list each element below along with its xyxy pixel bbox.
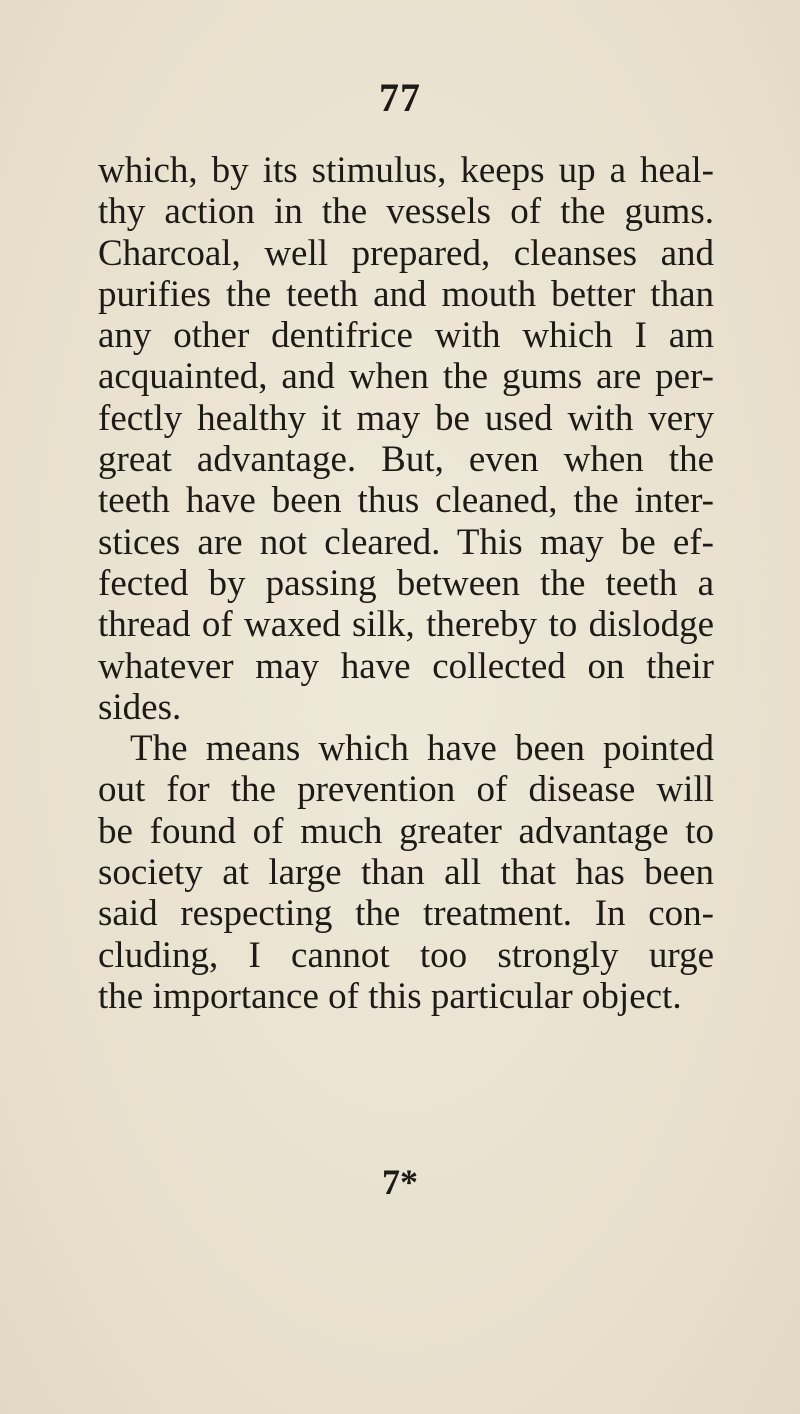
text-line: stices are not cleared. This may be ef- — [98, 521, 714, 563]
body-text — [98, 150, 714, 1017]
text-line: cluding, I cannot too strongly urge — [98, 934, 714, 976]
text-line: any other dentifrice with which I am — [98, 315, 714, 357]
text-line: whatever may have collected on their — [98, 645, 714, 687]
signature-mark: 7* — [382, 1162, 418, 1202]
text-line: The means which have been pointed — [130, 728, 714, 770]
text-line: fectly healthy it may be used with very — [98, 397, 714, 439]
text-line: fected by passing between the teeth a — [98, 562, 714, 604]
text-line: thread of waxed silk, thereby to dislodge — [98, 604, 714, 646]
text-line: be found of much greater advantage to — [98, 810, 714, 852]
page-number: 77 — [379, 75, 421, 120]
text-line: purifies the teeth and mouth better than — [98, 273, 714, 315]
text-line: which, by its stimulus, keeps up a heal- — [98, 150, 714, 191]
text-line: teeth have been thus cleaned, the inter- — [98, 480, 714, 522]
text-line: out for the prevention of disease will — [98, 769, 714, 811]
text-line: the importance of this particular object. — [98, 975, 682, 1017]
text-line: great advantage. But, even when the — [98, 439, 714, 481]
text-line: Charcoal, well prepared, cleanses and — [98, 232, 714, 274]
text-line: thy action in the vessels of the gums. — [98, 191, 714, 233]
text-line: said respecting the treatment. In con- — [98, 893, 714, 935]
text-line: sides. — [98, 686, 182, 728]
text-line: acquainted, and when the gums are per- — [98, 356, 714, 398]
text-line: society at large than all that has been — [98, 852, 714, 894]
